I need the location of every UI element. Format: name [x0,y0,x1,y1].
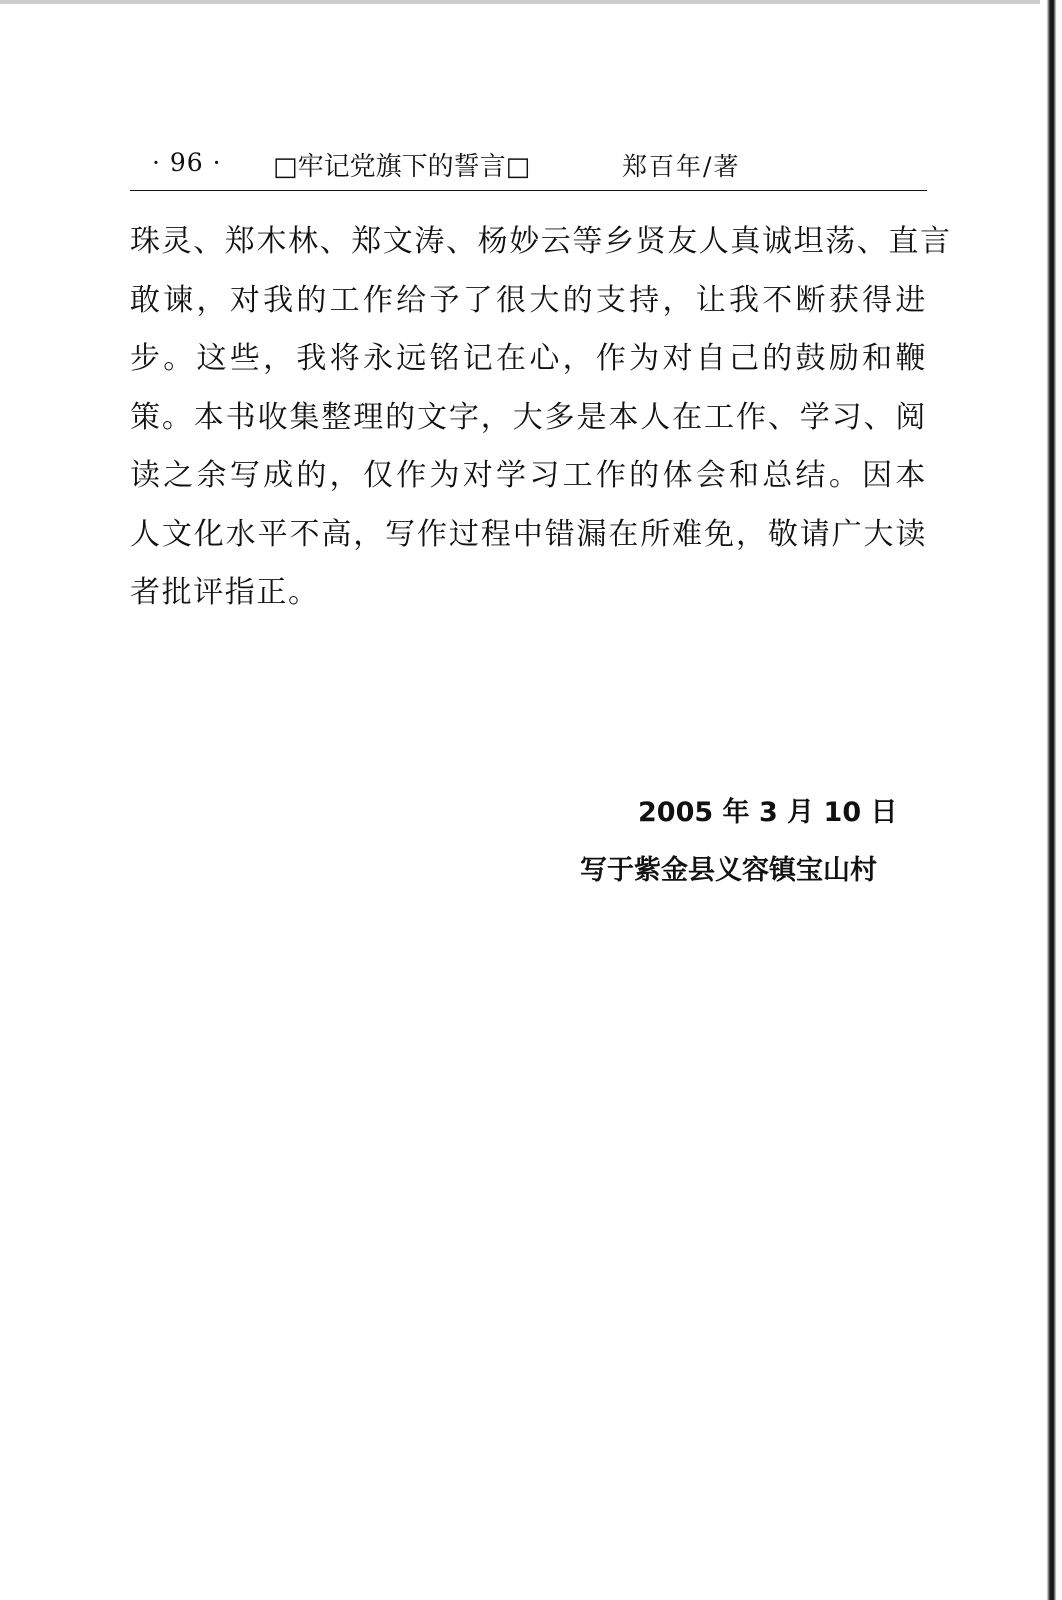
scan-right-edge [1040,0,1062,1600]
signature-date: 2005 年 3 月 10 日 [638,797,898,828]
body-paragraph [130,213,952,623]
running-header [130,146,927,188]
body-line-last: 者批评指正。 [130,575,320,610]
body-line: 敢谏，对我的工作给予了很大的支持，让我不断获得进 [130,282,927,318]
running-author: 郑百年/著 [622,152,741,181]
body-line: 策。本书收集整理的文字，大多是本人在工作、学习、阅 [130,399,927,435]
page-number: · 96 · [152,148,222,177]
scan-top-edge [0,0,1062,4]
body-line: 珠灵、郑木林、郑文涛、杨妙云等乡贤友人真诚坦荡、直言 [130,224,952,259]
body-line: 人文化水平不高，写作过程中错漏在所难免，敬请广大读 [130,516,927,552]
signature-place: 写于紫金县义容镇宝山村 [580,855,877,886]
body-line: 读之余写成的，仅作为对学习工作的体会和总结。因本 [130,458,927,493]
running-title: □牢记党旗下的誓言□ [273,152,531,182]
header-rule [130,190,927,191]
body-line: 步。这些，我将永远铭记在心，作为对自己的鼓励和鞭 [130,341,927,376]
